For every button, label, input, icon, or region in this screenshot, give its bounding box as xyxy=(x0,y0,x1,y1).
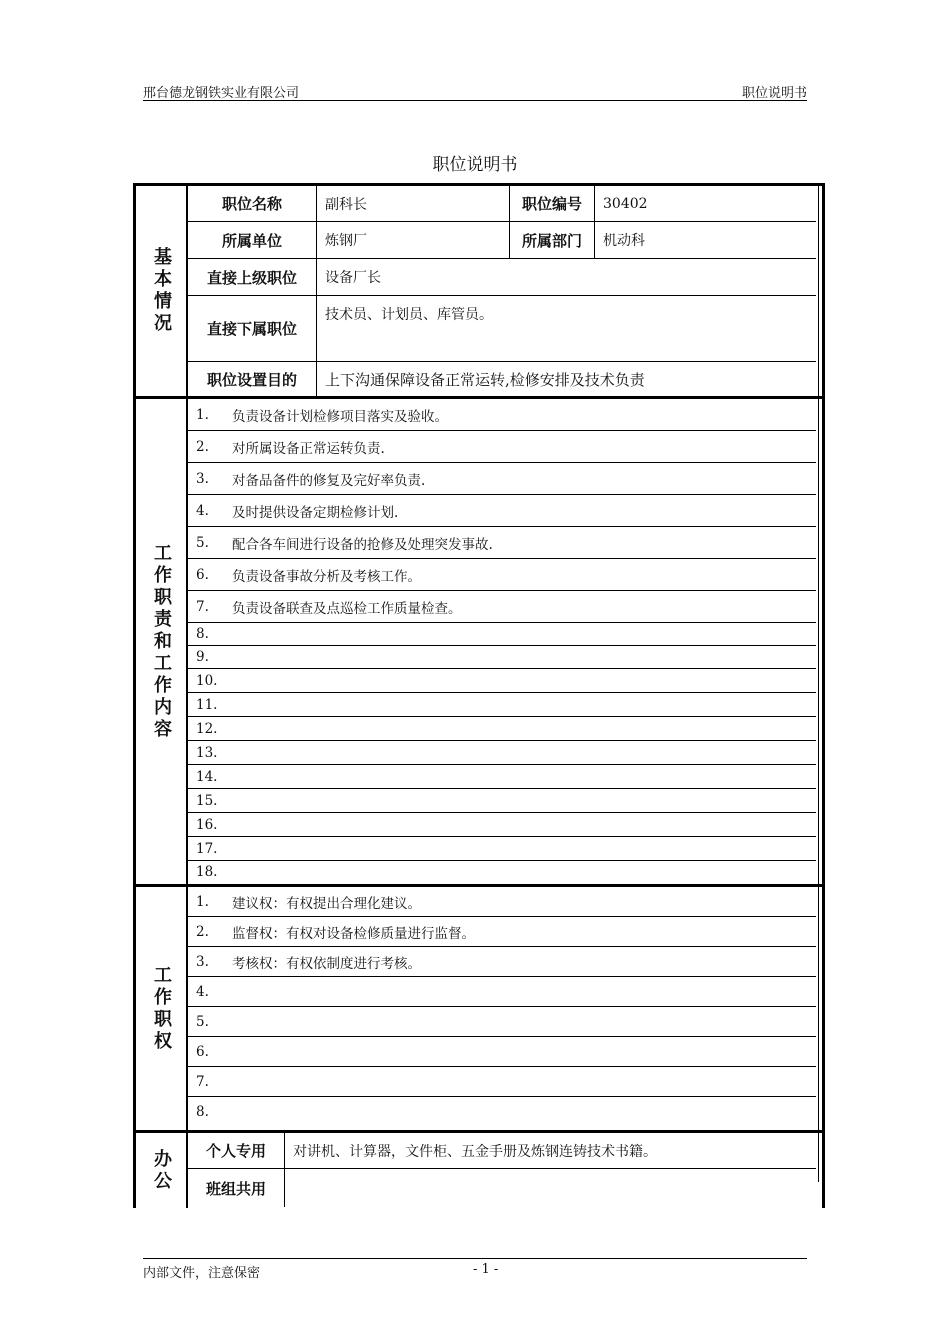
authority-item-number: 4. xyxy=(196,983,209,1000)
authority-section xyxy=(136,887,822,1130)
duty-item xyxy=(188,527,816,559)
duties-list xyxy=(188,399,816,884)
duty-item xyxy=(188,837,816,861)
authority-list xyxy=(188,887,816,1130)
superior-label: 直接上级职位 xyxy=(206,268,297,287)
duty-item xyxy=(188,717,816,741)
duty-item-text: 对备品备件的修复及完好率负责. xyxy=(232,472,426,489)
duty-item-number: 3. xyxy=(196,470,209,487)
duty-item xyxy=(188,861,816,883)
duty-item xyxy=(188,431,816,463)
duty-item-text: 负责设备计划检修项目落实及验收。 xyxy=(232,408,448,425)
duty-item xyxy=(188,495,816,527)
authority-item xyxy=(188,1067,816,1097)
duty-item-text: 负责设备事故分析及考核工作。 xyxy=(232,568,421,585)
personal-use-value: 对讲机、计算器，文件柜、五金手册及炼钢连铸技术书籍。 xyxy=(284,1133,816,1168)
page-number: - 1 - xyxy=(473,1262,499,1277)
authority-item-number: 3. xyxy=(196,953,209,970)
authority-item xyxy=(188,1007,816,1037)
authority-item xyxy=(188,1097,816,1126)
duty-item-text: 配合各车间进行设备的抢修及处理突发事故. xyxy=(232,536,493,553)
duty-item-number: 14. xyxy=(196,768,218,785)
duty-item-number: 10. xyxy=(196,672,218,689)
duty-item-number: 13. xyxy=(196,744,218,761)
duties-section-label: 工作职责和工作内容 xyxy=(136,399,188,884)
document-title: 职位说明书 xyxy=(432,155,518,175)
authority-item xyxy=(188,1037,816,1067)
basic-info-section xyxy=(136,186,822,396)
authority-item-number: 5. xyxy=(196,1013,209,1030)
basic-section-label: 基本情况 xyxy=(136,186,188,396)
authority-item xyxy=(188,887,816,917)
authority-section-label: 工作职权 xyxy=(136,887,188,1130)
subordinate-value: 技术员、计划员、库管员。 xyxy=(316,296,816,361)
authority-item-number: 6. xyxy=(196,1043,209,1060)
form-inner-border xyxy=(818,186,819,1182)
authority-item xyxy=(188,977,816,1007)
personal-use-row xyxy=(188,1133,816,1169)
authority-item-number: 1. xyxy=(196,893,209,910)
position-code-label: 职位编号 xyxy=(509,186,594,221)
unit-row xyxy=(188,222,816,259)
shared-use-row xyxy=(188,1169,816,1207)
duty-item xyxy=(188,765,816,789)
purpose-value: 上下沟通保障设备正常运转,检修安排及技术负责 xyxy=(316,362,816,396)
duty-item xyxy=(188,693,816,717)
duty-item-number: 7. xyxy=(196,598,209,615)
purpose-row xyxy=(188,362,816,396)
duty-item-number: 5. xyxy=(196,534,209,551)
duty-item xyxy=(188,669,816,693)
authority-item xyxy=(188,947,816,977)
duty-item-number: 18. xyxy=(196,864,218,880)
duty-item-number: 8. xyxy=(196,626,209,642)
duty-item-text: 负责设备联查及点巡检工作质量检查。 xyxy=(232,600,462,617)
duty-item-text: 及时提供设备定期检修计划. xyxy=(232,504,399,521)
page-header xyxy=(143,80,807,101)
duty-item-number: 15. xyxy=(196,792,218,809)
duty-item-text: 对所属设备正常运转负责. xyxy=(232,440,385,457)
dept-value: 机动科 xyxy=(594,222,816,258)
authority-item-number: 7. xyxy=(196,1073,209,1090)
duty-item xyxy=(188,789,816,813)
shared-use-value xyxy=(284,1169,816,1207)
position-name-label: 职位名称 xyxy=(221,195,282,213)
duty-item-number: 6. xyxy=(196,566,209,583)
authority-item-text: 考核权：有权依制度进行考核。 xyxy=(232,955,421,972)
duty-item xyxy=(188,646,816,669)
duty-item xyxy=(188,741,816,765)
authority-item-number: 8. xyxy=(196,1103,209,1120)
office-section-label: 办公 xyxy=(136,1133,188,1208)
duty-item-number: 9. xyxy=(196,649,209,665)
superior-value: 设备厂长 xyxy=(316,259,816,295)
purpose-label: 职位设置目的 xyxy=(206,370,297,389)
duty-item xyxy=(188,559,816,591)
duty-item-number: 2. xyxy=(196,438,209,455)
unit-value: 炼钢厂 xyxy=(316,222,509,258)
unit-label: 所属单位 xyxy=(221,231,282,250)
duty-item xyxy=(188,399,816,431)
duty-item xyxy=(188,463,816,495)
duty-item-number: 4. xyxy=(196,502,209,519)
superior-row xyxy=(188,259,816,296)
authority-item-number: 2. xyxy=(196,923,209,940)
personal-use-label: 个人专用 xyxy=(205,1142,266,1160)
dept-label: 所属部门 xyxy=(509,222,594,258)
header-company: 邢台德龙钢铁实业有限公司 xyxy=(143,86,300,101)
authority-item-text: 监督权：有权对设备检修质量进行监督。 xyxy=(232,925,475,942)
subordinate-row xyxy=(188,296,816,362)
header-doc-type: 职位说明书 xyxy=(741,86,807,101)
shared-use-label: 班组共用 xyxy=(205,1179,266,1198)
duty-item-number: 11. xyxy=(196,696,218,713)
footer-confidential: 内部文件，注意保密 xyxy=(143,1266,261,1281)
duty-item-number: 17. xyxy=(196,840,218,857)
duty-item-number: 1. xyxy=(196,406,209,423)
page-footer xyxy=(143,1258,807,1281)
duty-item xyxy=(188,591,816,623)
position-code-value: 30402 xyxy=(594,186,816,221)
job-description-form xyxy=(133,183,825,1208)
office-section xyxy=(136,1133,822,1208)
duties-section xyxy=(136,399,822,884)
duty-item xyxy=(188,813,816,837)
duty-item-number: 12. xyxy=(196,720,218,737)
duty-item xyxy=(188,623,816,646)
authority-item-text: 建议权：有权提出合理化建议。 xyxy=(232,895,421,912)
subordinate-label: 直接下属职位 xyxy=(206,320,297,338)
position-name-value: 副科长 xyxy=(316,186,509,221)
duty-item-number: 16. xyxy=(196,816,218,833)
authority-item xyxy=(188,917,816,947)
position-row xyxy=(188,186,816,222)
